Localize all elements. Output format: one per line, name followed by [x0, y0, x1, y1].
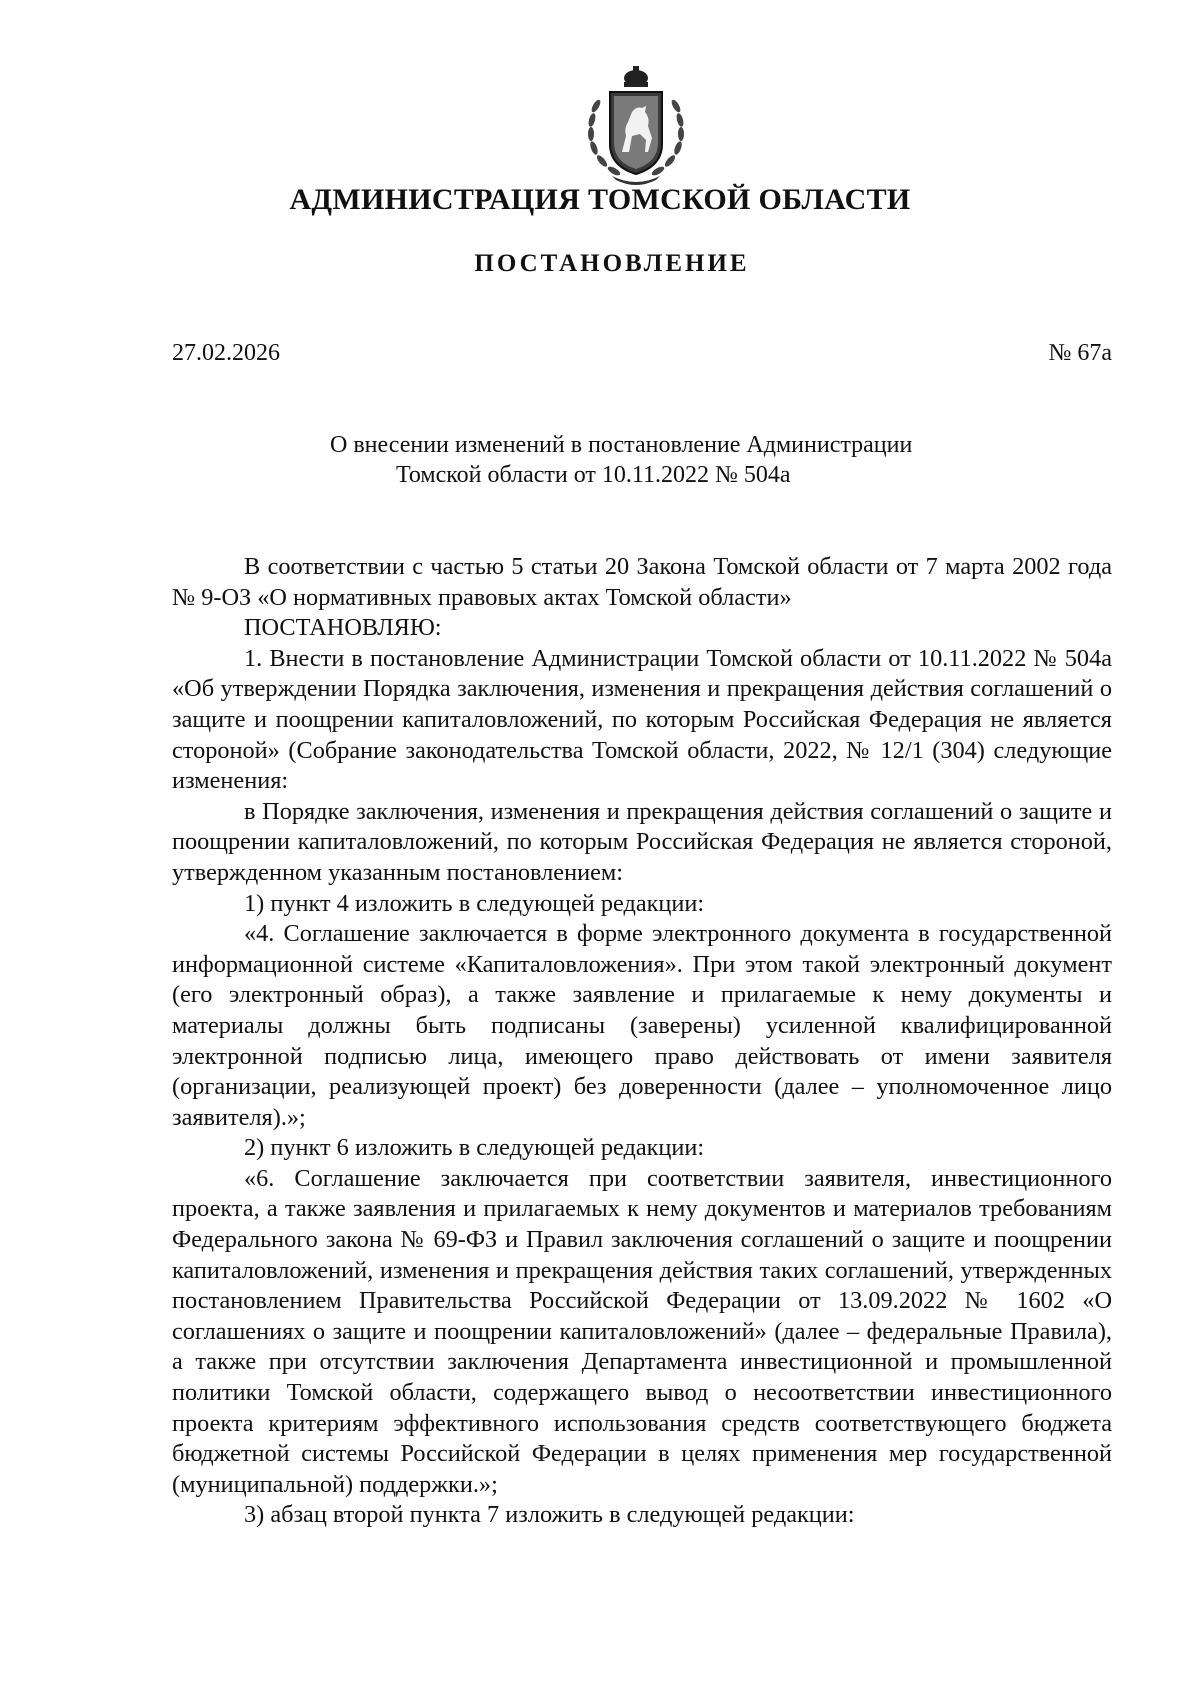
item-1-subparagraph: в Порядке заключения, изменения и прекращения действия соглашений о защите и поощрении капиталовложений, по которым Российская Федерация не является стороной, утвержденном указанным постановлением:: [172, 797, 1112, 886]
document-date: 27.02.2026: [172, 340, 280, 366]
subitem-2-paragraph: 2) пункт 6 изложить в следующей редакции:: [244, 1134, 705, 1162]
subitem-1-paragraph: 1) пункт 4 изложить в следующей редакции:: [244, 889, 705, 917]
subject-line-2: Томской области от 10.11.2022 № 504а: [396, 462, 791, 488]
document-type: ПОСТАНОВЛЕНИЕ: [474, 250, 750, 277]
document-subject: [330, 430, 1010, 490]
subject-line-1: О внесении изменений в постановление Администрации: [330, 432, 913, 458]
item-1-paragraph: 1. Внести в постановление Администрации Томской области от 10.11.2022 № 504а «Об утверждении Порядка заключения, изменения и прекращения действия соглашений о защите и поощрении капиталовложений, по которым Российская Федерация не является стороной» (Собрание законодательства Томской области, 2022, № 12/1 (304) следующие изменения:: [172, 644, 1112, 795]
resolve-heading: ПОСТАНОВЛЯЮ:: [244, 614, 442, 642]
preamble-paragraph: В соответствии с частью 5 статьи 20 Закона Томской области от 7 марта 2002 года № 9-ОЗ «О нормативных правовых актах Томской области»: [172, 553, 1112, 611]
quote-point-4-paragraph: «4. Соглашение заключается в форме электронного документа в государственной информационной системе «Капиталовложения». При этом такой электронный документ (его электронный образ), а также заявление и прилагаемые к нему документы и материалы должны быть подписаны (заверены) усиленной квалифицированной электронной подписью лица, имеющего право действовать от имени заявителя (организации, реализующей проект) без доверенности (далее – уполномоченное лицо заявителя).»;: [172, 920, 1112, 1131]
subitem-3-paragraph: 3) абзац второй пункта 7 изложить в следующей редакции:: [244, 1501, 855, 1529]
coat-of-arms-icon: [582, 66, 690, 188]
document-body: [172, 552, 1112, 1531]
quote-point-6-paragraph: «6. Соглашение заключается при соответствии заявителя, инвестиционного проекта, а также заявления и прилагаемых к нему документов и материалов требованиям Федерального закона № 69-ФЗ и Правил заключения соглашений о защите и поощрении капиталовложений, изменения и прекращения действия таких соглашений, утвержденных постановлением Правительства Российской Федерации от 13.09.2022 № 1602 «О соглашениях о защите и поощрении капиталовложений» (далее – федеральные Правила), а также при отсутствии заключения Департамента инвестиционной и промышленной политики Томской области, содержащего вывод о несоответствии инвестиционного проекта критериям эффективного использования средств соответствующего бюджета бюджетной системы Российской Федерации в целях применения мер государственной (муниципальной) поддержки.»;: [172, 1164, 1112, 1498]
organization-title: АДМИНИСТРАЦИЯ ТОМСКОЙ ОБЛАСТИ: [289, 183, 911, 216]
document-number: № 67а: [1048, 340, 1112, 366]
